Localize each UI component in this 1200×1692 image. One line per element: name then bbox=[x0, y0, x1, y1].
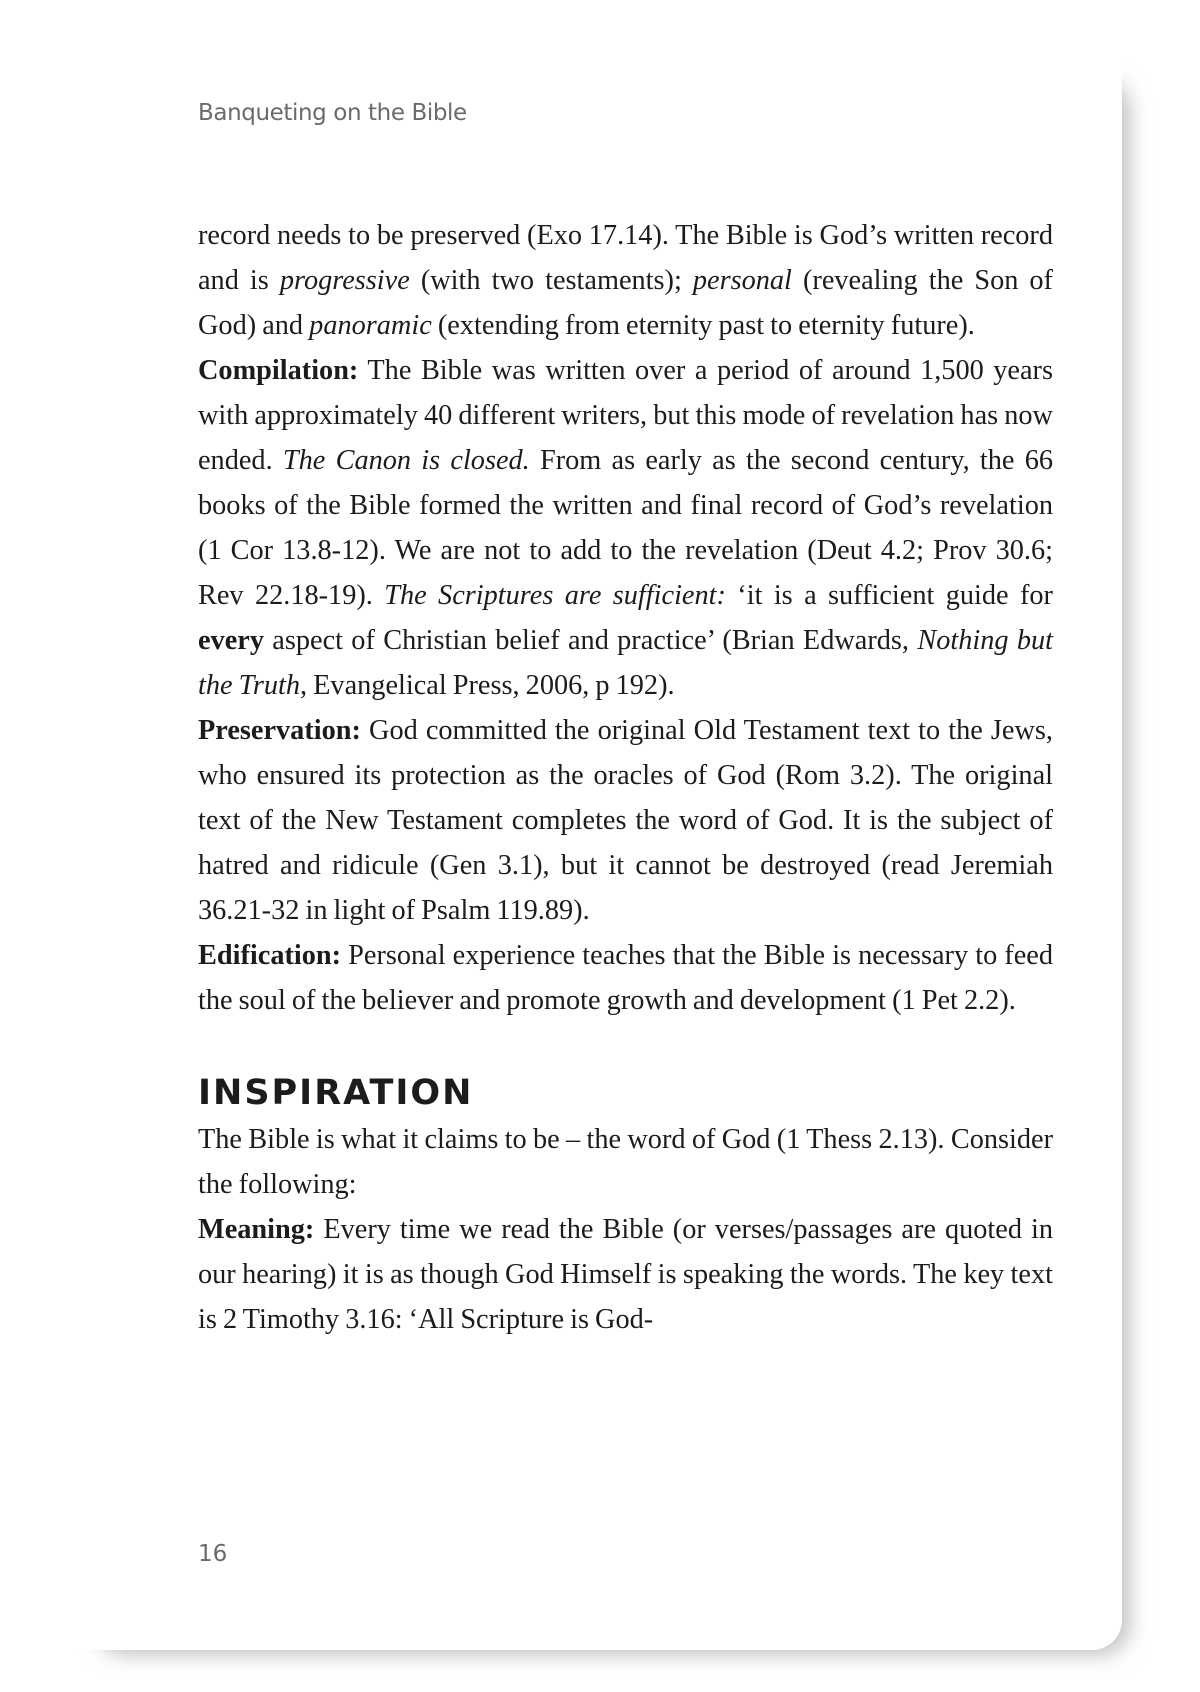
text-span: The Bible is what it claims to be – the word of God (1 Thess 2.13). Consider the following: bbox=[198, 1124, 1053, 1200]
page-body bbox=[198, 213, 1053, 1342]
section-heading: INSPIRATION bbox=[198, 1073, 474, 1113]
paragraph-edification bbox=[198, 933, 1053, 1023]
running-head: Banqueting on the Bible bbox=[198, 100, 467, 126]
text-span: Personal experience teaches that the Bible is necessary to feed the soul of the believer and promote growth and development (1 Pet 2.2). bbox=[198, 940, 1053, 1016]
text-span: (extending from eternity past to eternity future). bbox=[431, 310, 975, 341]
text-span: aspect of Christian belief and practice’ (Brian Edwards, bbox=[263, 625, 918, 656]
term-edification: Edification: bbox=[198, 940, 342, 971]
paragraph-compilation bbox=[198, 348, 1053, 708]
paragraph-intro bbox=[198, 1117, 1053, 1207]
term-compilation: Compilation: bbox=[198, 355, 359, 386]
italic-span: progressive bbox=[279, 265, 410, 296]
italic-span: The Scriptures are sufficient: bbox=[384, 580, 726, 611]
paragraph-preservation bbox=[198, 708, 1053, 933]
text-span: , Evangelical Press, 2006, p 192). bbox=[300, 670, 675, 701]
text-span: Every time we read the Bible (or verses/passages are quoted in our hearing) it is as though God Himself is speaking the words. The key text is 2 Timothy 3.16: ‘All Scripture is God- bbox=[198, 1214, 1053, 1335]
italic-span: personal bbox=[692, 265, 792, 296]
paragraph-meaning bbox=[198, 1207, 1053, 1342]
text-span: God committed the original Old Testament text to the Jews, who ensured its protection as the oracles of God (Rom 3.2). The original text of the New Testament completes the word of God. It is the subject of hatred and ridicule (Gen 3.1), but it cannot be destroyed (read Jeremiah 36.21-32 in light of Psalm 119.89). bbox=[198, 715, 1053, 926]
text-span: The Bible was written over a period of around 1,500 years with approximately 40 different writers, but this mode of revelation has now ended. bbox=[198, 355, 1053, 476]
text-span: ‘it is a sufficient guide for bbox=[725, 580, 1053, 611]
bold-span: every bbox=[198, 625, 264, 656]
text-span: From as early as the second century, the 66 books of the Bible formed the written and final record of God’s revelation (1 Cor 13.8-12). We are not to add to the revelation (Deut 4.2; Prov 30.6; Rev 22.18-19). bbox=[198, 445, 1054, 611]
italic-span: The Canon is closed. bbox=[282, 445, 530, 476]
term-preservation: Preservation: bbox=[198, 715, 361, 746]
book-title: Nothing but the Truth bbox=[198, 625, 1053, 701]
term-meaning: Meaning: bbox=[198, 1214, 315, 1245]
text-span: (revealing the Son of God) and bbox=[198, 265, 1053, 341]
paragraph-record bbox=[198, 213, 1053, 348]
text-span: record needs to be preserved (Exo 17.14). The Bible is God’s written record and is bbox=[198, 220, 1053, 296]
text-span: (with two testaments); bbox=[409, 265, 693, 296]
page-number: 16 bbox=[198, 1541, 228, 1567]
italic-span: panoramic bbox=[309, 310, 432, 341]
